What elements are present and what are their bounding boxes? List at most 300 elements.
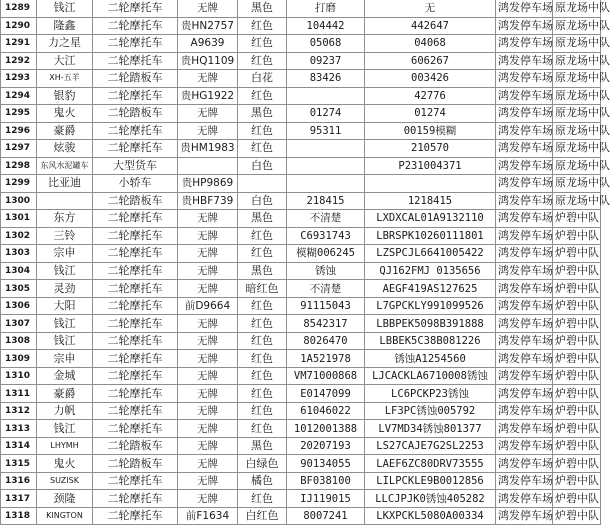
vin-cell[interactable]: 04068 — [365, 35, 496, 53]
color-cell[interactable]: 白花 — [238, 70, 287, 88]
table-row[interactable] — [1, 227, 601, 245]
vehicle-type-cell[interactable]: 二轮摩托车 — [93, 140, 178, 158]
vehicle-type-cell[interactable]: 二轮摩托车 — [93, 385, 178, 403]
plate-cell[interactable]: 无牌 — [178, 420, 238, 438]
engine-number-cell[interactable]: C6931743 — [287, 227, 365, 245]
engine-number-cell[interactable]: 09237 — [287, 52, 365, 70]
row-number-cell[interactable]: 1312 — [1, 402, 37, 420]
vehicle-type-cell[interactable]: 二轮摩托车 — [93, 367, 178, 385]
unit-cell[interactable]: 炉碧中队 — [553, 472, 601, 490]
color-cell[interactable]: 红色 — [238, 87, 287, 105]
row-number-cell[interactable]: 1318 — [1, 507, 37, 525]
table-row[interactable] — [1, 105, 601, 123]
vehicle-type-cell[interactable]: 二轮摩托车 — [93, 315, 178, 333]
plate-cell[interactable]: 无牌 — [178, 385, 238, 403]
unit-cell[interactable]: 炉碧中队 — [553, 332, 601, 350]
vehicle-type-cell[interactable]: 二轮摩托车 — [93, 472, 178, 490]
vehicle-type-cell[interactable]: 二轮摩托车 — [93, 490, 178, 508]
brand-cell[interactable]: 钱江 — [37, 420, 93, 438]
engine-number-cell[interactable]: 8542317 — [287, 315, 365, 333]
vin-cell[interactable]: LC6PCKP23锈蚀 — [365, 385, 496, 403]
vehicle-type-cell[interactable]: 二轮摩托车 — [93, 245, 178, 263]
vin-cell[interactable]: 锈蚀A1254560 — [365, 350, 496, 368]
vin-cell[interactable]: LJCACKLA6710008锈蚀 — [365, 367, 496, 385]
vehicle-type-cell[interactable]: 二轮摩托车 — [93, 332, 178, 350]
row-number-cell[interactable]: 1301 — [1, 210, 37, 228]
color-cell[interactable]: 黑色 — [238, 437, 287, 455]
plate-cell[interactable]: 贵HP9869 — [178, 175, 238, 193]
vin-cell[interactable]: AEGF419AS127625 — [365, 280, 496, 298]
engine-number-cell[interactable]: VM71000868 — [287, 367, 365, 385]
table-row[interactable] — [1, 35, 601, 53]
engine-number-cell[interactable]: 20207193 — [287, 437, 365, 455]
vehicle-type-cell[interactable]: 二轮踏板车 — [93, 437, 178, 455]
unit-cell[interactable]: 原龙场中队 — [553, 192, 601, 210]
brand-cell[interactable]: KINGTON — [37, 507, 93, 525]
plate-cell[interactable]: 无牌 — [178, 367, 238, 385]
vin-cell[interactable]: LZSPCJL6641005422 — [365, 245, 496, 263]
vin-cell[interactable]: 1218415 — [365, 192, 496, 210]
unit-cell[interactable]: 原龙场中队 — [553, 140, 601, 158]
vin-cell[interactable]: LBRSPK10260111801 — [365, 227, 496, 245]
unit-cell[interactable]: 原龙场中队 — [553, 0, 601, 17]
color-cell[interactable]: 红色 — [238, 385, 287, 403]
plate-cell[interactable]: 无牌 — [178, 490, 238, 508]
engine-number-cell[interactable]: 83426 — [287, 70, 365, 88]
vehicle-type-cell[interactable]: 二轮摩托车 — [93, 420, 178, 438]
plate-cell[interactable]: 无牌 — [178, 402, 238, 420]
unit-cell[interactable]: 炉碧中队 — [553, 490, 601, 508]
vin-cell[interactable]: LV7MD34锈蚀801377 — [365, 420, 496, 438]
brand-cell[interactable]: 豪爵 — [37, 122, 93, 140]
storage-place-cell[interactable]: 鸿发停车场 — [496, 350, 553, 368]
engine-number-cell[interactable]: IJ119015 — [287, 490, 365, 508]
color-cell[interactable]: 红色 — [238, 17, 287, 35]
color-cell[interactable]: 红色 — [238, 332, 287, 350]
storage-place-cell[interactable]: 鸿发停车场 — [496, 70, 553, 88]
brand-cell[interactable]: 大阳 — [37, 297, 93, 315]
unit-cell[interactable]: 原龙场中队 — [553, 17, 601, 35]
color-cell[interactable]: 白色 — [238, 192, 287, 210]
storage-place-cell[interactable]: 鸿发停车场 — [496, 122, 553, 140]
engine-number-cell[interactable]: 05068 — [287, 35, 365, 53]
brand-cell[interactable]: 银豹 — [37, 87, 93, 105]
plate-cell[interactable]: 无牌 — [178, 105, 238, 123]
engine-number-cell[interactable] — [287, 157, 365, 175]
engine-number-cell[interactable]: 91115043 — [287, 297, 365, 315]
table-row[interactable] — [1, 192, 601, 210]
storage-place-cell[interactable]: 鸿发停车场 — [496, 490, 553, 508]
plate-cell[interactable]: 贵HG1922 — [178, 87, 238, 105]
vehicle-type-cell[interactable]: 二轮摩托车 — [93, 35, 178, 53]
storage-place-cell[interactable]: 鸿发停车场 — [496, 315, 553, 333]
table-row[interactable] — [1, 402, 601, 420]
unit-cell[interactable]: 炉碧中队 — [553, 262, 601, 280]
plate-cell[interactable]: 无牌 — [178, 332, 238, 350]
brand-cell[interactable]: 金城 — [37, 367, 93, 385]
brand-cell[interactable]: 灵劲 — [37, 280, 93, 298]
color-cell[interactable]: 黑色 — [238, 0, 287, 17]
unit-cell[interactable]: 炉碧中队 — [553, 315, 601, 333]
table-row[interactable] — [1, 0, 601, 17]
vin-cell[interactable]: 00159模糊 — [365, 122, 496, 140]
storage-place-cell[interactable]: 鸿发停车场 — [496, 402, 553, 420]
vehicle-type-cell[interactable]: 二轮摩托车 — [93, 0, 178, 17]
engine-number-cell[interactable] — [287, 87, 365, 105]
row-number-cell[interactable]: 1313 — [1, 420, 37, 438]
vin-cell[interactable]: LBBPEK5098B391888 — [365, 315, 496, 333]
color-cell[interactable]: 橘色 — [238, 472, 287, 490]
engine-number-cell[interactable]: 104442 — [287, 17, 365, 35]
vehicle-type-cell[interactable]: 二轮摩托车 — [93, 297, 178, 315]
storage-place-cell[interactable]: 鸿发停车场 — [496, 507, 553, 525]
row-number-cell[interactable]: 1292 — [1, 52, 37, 70]
plate-cell[interactable]: 无牌 — [178, 472, 238, 490]
row-number-cell[interactable]: 1290 — [1, 17, 37, 35]
brand-cell[interactable]: 三铃 — [37, 227, 93, 245]
engine-number-cell[interactable]: 不清楚 — [287, 210, 365, 228]
storage-place-cell[interactable]: 鸿发停车场 — [496, 87, 553, 105]
engine-number-cell[interactable]: 8007241 — [287, 507, 365, 525]
unit-cell[interactable]: 炉碧中队 — [553, 367, 601, 385]
storage-place-cell[interactable]: 鸿发停车场 — [496, 52, 553, 70]
vin-cell[interactable]: LILPCKLE9B0012856 — [365, 472, 496, 490]
vin-cell[interactable]: LXDXCAL01A9132110 — [365, 210, 496, 228]
unit-cell[interactable]: 炉碧中队 — [553, 385, 601, 403]
table-row[interactable] — [1, 210, 601, 228]
vin-cell[interactable]: P231004371 — [365, 157, 496, 175]
storage-place-cell[interactable]: 鸿发停车场 — [496, 35, 553, 53]
color-cell[interactable]: 白红色 — [238, 507, 287, 525]
vehicle-type-cell[interactable]: 二轮摩托车 — [93, 122, 178, 140]
table-row[interactable] — [1, 490, 601, 508]
engine-number-cell[interactable]: 模糊006245 — [287, 245, 365, 263]
unit-cell[interactable]: 原龙场中队 — [553, 70, 601, 88]
table-row[interactable] — [1, 420, 601, 438]
vehicle-type-cell[interactable]: 二轮摩托车 — [93, 402, 178, 420]
brand-cell[interactable]: 鬼火 — [37, 105, 93, 123]
brand-cell[interactable]: 东方 — [37, 210, 93, 228]
color-cell[interactable]: 红色 — [238, 122, 287, 140]
vin-cell[interactable]: 606267 — [365, 52, 496, 70]
vin-cell[interactable]: 003426 — [365, 70, 496, 88]
engine-number-cell[interactable]: 61046022 — [287, 402, 365, 420]
color-cell[interactable]: 红色 — [238, 245, 287, 263]
unit-cell[interactable]: 炉碧中队 — [553, 350, 601, 368]
table-row[interactable] — [1, 385, 601, 403]
row-number-cell[interactable]: 1303 — [1, 245, 37, 263]
plate-cell[interactable]: 无牌 — [178, 262, 238, 280]
vehicle-type-cell[interactable]: 大型货车 — [93, 157, 178, 175]
unit-cell[interactable]: 炉碧中队 — [553, 507, 601, 525]
vin-cell[interactable]: LAEF6ZC80DRV73555 — [365, 455, 496, 473]
table-row[interactable] — [1, 122, 601, 140]
vehicle-type-cell[interactable]: 二轮踏板车 — [93, 455, 178, 473]
brand-cell[interactable]: 鬼火 — [37, 455, 93, 473]
unit-cell[interactable]: 炉碧中队 — [553, 420, 601, 438]
brand-cell[interactable]: 豪爵 — [37, 385, 93, 403]
brand-cell[interactable]: 钱江 — [37, 332, 93, 350]
plate-cell[interactable]: 贵HN2757 — [178, 17, 238, 35]
plate-cell[interactable]: 无牌 — [178, 210, 238, 228]
vin-cell[interactable]: 442647 — [365, 17, 496, 35]
vehicle-type-cell[interactable]: 二轮摩托车 — [93, 262, 178, 280]
table-row[interactable] — [1, 140, 601, 158]
brand-cell[interactable]: XH-五羊 — [37, 70, 93, 88]
plate-cell[interactable]: 前D9664 — [178, 297, 238, 315]
storage-place-cell[interactable]: 鸿发停车场 — [496, 472, 553, 490]
vin-cell[interactable]: 210570 — [365, 140, 496, 158]
color-cell[interactable]: 红色 — [238, 227, 287, 245]
unit-cell[interactable]: 炉碧中队 — [553, 297, 601, 315]
color-cell[interactable]: 黑色 — [238, 210, 287, 228]
plate-cell[interactable]: 无牌 — [178, 315, 238, 333]
vehicle-type-cell[interactable]: 二轮踏板车 — [93, 70, 178, 88]
color-cell[interactable]: 红色 — [238, 52, 287, 70]
engine-number-cell[interactable]: 90134055 — [287, 455, 365, 473]
row-number-cell[interactable]: 1295 — [1, 105, 37, 123]
table-row[interactable] — [1, 350, 601, 368]
engine-number-cell[interactable]: E0147099 — [287, 385, 365, 403]
brand-cell[interactable]: 大江 — [37, 52, 93, 70]
vin-cell[interactable] — [365, 175, 496, 193]
storage-place-cell[interactable]: 鸿发停车场 — [496, 192, 553, 210]
vehicle-type-cell[interactable]: 小轿车 — [93, 175, 178, 193]
brand-cell[interactable]: 钱江 — [37, 262, 93, 280]
plate-cell[interactable] — [178, 157, 238, 175]
engine-number-cell[interactable]: BF038100 — [287, 472, 365, 490]
storage-place-cell[interactable]: 鸿发停车场 — [496, 105, 553, 123]
vin-cell[interactable]: LKXPCKL5080A00334 — [365, 507, 496, 525]
color-cell[interactable]: 红色 — [238, 367, 287, 385]
unit-cell[interactable]: 炉碧中队 — [553, 280, 601, 298]
storage-place-cell[interactable]: 鸿发停车场 — [496, 280, 553, 298]
vehicle-type-cell[interactable]: 二轮摩托车 — [93, 17, 178, 35]
vehicle-type-cell[interactable]: 二轮摩托车 — [93, 87, 178, 105]
row-number-cell[interactable]: 1304 — [1, 262, 37, 280]
storage-place-cell[interactable]: 鸿发停车场 — [496, 455, 553, 473]
unit-cell[interactable]: 原龙场中队 — [553, 157, 601, 175]
color-cell[interactable]: 红色 — [238, 490, 287, 508]
brand-cell[interactable]: 钱江 — [37, 315, 93, 333]
storage-place-cell[interactable]: 鸿发停车场 — [496, 262, 553, 280]
color-cell[interactable]: 红色 — [238, 297, 287, 315]
unit-cell[interactable]: 原龙场中队 — [553, 52, 601, 70]
color-cell[interactable]: 红色 — [238, 315, 287, 333]
row-number-cell[interactable]: 1311 — [1, 385, 37, 403]
color-cell[interactable]: 红色 — [238, 350, 287, 368]
brand-cell[interactable] — [37, 192, 93, 210]
table-row[interactable] — [1, 52, 601, 70]
row-number-cell[interactable]: 1310 — [1, 367, 37, 385]
color-cell[interactable]: 白色 — [238, 157, 287, 175]
row-number-cell[interactable]: 1299 — [1, 175, 37, 193]
storage-place-cell[interactable]: 鸿发停车场 — [496, 385, 553, 403]
brand-cell[interactable]: 力之星 — [37, 35, 93, 53]
vehicle-type-cell[interactable]: 二轮摩托车 — [93, 350, 178, 368]
plate-cell[interactable]: 无牌 — [178, 280, 238, 298]
engine-number-cell[interactable]: 1012001388 — [287, 420, 365, 438]
storage-place-cell[interactable]: 鸿发停车场 — [496, 437, 553, 455]
unit-cell[interactable]: 炉碧中队 — [553, 455, 601, 473]
brand-cell[interactable]: LHYMH — [37, 437, 93, 455]
plate-cell[interactable]: 无牌 — [178, 437, 238, 455]
row-number-cell[interactable]: 1307 — [1, 315, 37, 333]
row-number-cell[interactable]: 1317 — [1, 490, 37, 508]
row-number-cell[interactable]: 1315 — [1, 455, 37, 473]
plate-cell[interactable]: A9639 — [178, 35, 238, 53]
storage-place-cell[interactable]: 鸿发停车场 — [496, 210, 553, 228]
unit-cell[interactable]: 炉碧中队 — [553, 402, 601, 420]
row-number-cell[interactable]: 1291 — [1, 35, 37, 53]
brand-cell[interactable]: 钱江 — [37, 0, 93, 17]
row-number-cell[interactable]: 1316 — [1, 472, 37, 490]
engine-number-cell[interactable]: 218415 — [287, 192, 365, 210]
table-row[interactable] — [1, 472, 601, 490]
row-number-cell[interactable]: 1294 — [1, 87, 37, 105]
plate-cell[interactable]: 前F1634 — [178, 507, 238, 525]
color-cell[interactable]: 暗红色 — [238, 280, 287, 298]
row-number-cell[interactable]: 1289 — [1, 0, 37, 17]
storage-place-cell[interactable]: 鸿发停车场 — [496, 332, 553, 350]
row-number-cell[interactable]: 1305 — [1, 280, 37, 298]
engine-number-cell[interactable] — [287, 175, 365, 193]
vehicle-type-cell[interactable]: 二轮摩托车 — [93, 52, 178, 70]
vin-cell[interactable]: LBBEK5C38B081226 — [365, 332, 496, 350]
vehicle-type-cell[interactable]: 二轮摩托车 — [93, 227, 178, 245]
vin-cell[interactable]: LF3PC锈蚀005792 — [365, 402, 496, 420]
row-number-cell[interactable]: 1309 — [1, 350, 37, 368]
plate-cell[interactable]: 无牌 — [178, 455, 238, 473]
vehicle-type-cell[interactable]: 二轮踏板车 — [93, 105, 178, 123]
unit-cell[interactable]: 炉碧中队 — [553, 210, 601, 228]
vehicle-type-cell[interactable]: 二轮摩托车 — [93, 210, 178, 228]
brand-cell[interactable]: SUZISK — [37, 472, 93, 490]
plate-cell[interactable]: 无牌 — [178, 122, 238, 140]
vin-cell[interactable]: 无 — [365, 0, 496, 17]
unit-cell[interactable]: 炉碧中队 — [553, 227, 601, 245]
storage-place-cell[interactable]: 鸿发停车场 — [496, 227, 553, 245]
table-row[interactable] — [1, 507, 601, 525]
table-row[interactable] — [1, 70, 601, 88]
unit-cell[interactable]: 炉碧中队 — [553, 437, 601, 455]
table-row[interactable] — [1, 175, 601, 193]
unit-cell[interactable]: 原龙场中队 — [553, 87, 601, 105]
plate-cell[interactable]: 无牌 — [178, 70, 238, 88]
engine-number-cell[interactable]: 01274 — [287, 105, 365, 123]
brand-cell[interactable]: 炫骏 — [37, 140, 93, 158]
brand-cell[interactable]: 隆鑫 — [37, 17, 93, 35]
vehicle-type-cell[interactable]: 二轮摩托车 — [93, 280, 178, 298]
engine-number-cell[interactable]: 95311 — [287, 122, 365, 140]
vin-cell[interactable]: LLCJPJK0锈蚀405282 — [365, 490, 496, 508]
engine-number-cell[interactable]: 不清楚 — [287, 280, 365, 298]
storage-place-cell[interactable]: 鸿发停车场 — [496, 0, 553, 17]
row-number-cell[interactable]: 1308 — [1, 332, 37, 350]
row-number-cell[interactable]: 1300 — [1, 192, 37, 210]
row-number-cell[interactable]: 1314 — [1, 437, 37, 455]
table-row[interactable] — [1, 297, 601, 315]
color-cell[interactable]: 红色 — [238, 420, 287, 438]
table-row[interactable] — [1, 17, 601, 35]
brand-cell[interactable]: 颈隆 — [37, 490, 93, 508]
table-row[interactable] — [1, 262, 601, 280]
row-number-cell[interactable]: 1293 — [1, 70, 37, 88]
plate-cell[interactable]: 无牌 — [178, 245, 238, 263]
storage-place-cell[interactable]: 鸿发停车场 — [496, 420, 553, 438]
brand-cell[interactable]: 东风水泥罐车 — [37, 157, 93, 175]
vehicle-type-cell[interactable]: 二轮踏板车 — [93, 192, 178, 210]
engine-number-cell[interactable]: 锈蚀 — [287, 262, 365, 280]
engine-number-cell[interactable]: 1A521978 — [287, 350, 365, 368]
unit-cell[interactable]: 原龙场中队 — [553, 175, 601, 193]
unit-cell[interactable]: 原龙场中队 — [553, 122, 601, 140]
table-row[interactable] — [1, 332, 601, 350]
engine-number-cell[interactable]: 8026470 — [287, 332, 365, 350]
brand-cell[interactable]: 力帆 — [37, 402, 93, 420]
table-row[interactable] — [1, 245, 601, 263]
brand-cell[interactable]: 比亚迪 — [37, 175, 93, 193]
plate-cell[interactable]: 无牌 — [178, 227, 238, 245]
plate-cell[interactable]: 贵HQ1109 — [178, 52, 238, 70]
vin-cell[interactable]: LS27CAJE7G2SL2253 — [365, 437, 496, 455]
vin-cell[interactable]: 42776 — [365, 87, 496, 105]
brand-cell[interactable]: 宗申 — [37, 245, 93, 263]
plate-cell[interactable]: 贵HBF739 — [178, 192, 238, 210]
color-cell[interactable]: 红色 — [238, 140, 287, 158]
unit-cell[interactable]: 原龙场中队 — [553, 105, 601, 123]
color-cell[interactable]: 白绿色 — [238, 455, 287, 473]
storage-place-cell[interactable]: 鸿发停车场 — [496, 140, 553, 158]
color-cell[interactable]: 红色 — [238, 35, 287, 53]
table-row[interactable] — [1, 437, 601, 455]
plate-cell[interactable]: 贵HM1983 — [178, 140, 238, 158]
engine-number-cell[interactable] — [287, 140, 365, 158]
row-number-cell[interactable]: 1306 — [1, 297, 37, 315]
row-number-cell[interactable]: 1297 — [1, 140, 37, 158]
plate-cell[interactable]: 无牌 — [178, 0, 238, 17]
vin-cell[interactable]: 01274 — [365, 105, 496, 123]
storage-place-cell[interactable]: 鸿发停车场 — [496, 17, 553, 35]
vehicle-type-cell[interactable]: 二轮摩托车 — [93, 507, 178, 525]
table-row[interactable] — [1, 367, 601, 385]
row-number-cell[interactable]: 1298 — [1, 157, 37, 175]
storage-place-cell[interactable]: 鸿发停车场 — [496, 157, 553, 175]
storage-place-cell[interactable]: 鸿发停车场 — [496, 367, 553, 385]
brand-cell[interactable]: 宗申 — [37, 350, 93, 368]
table-row[interactable] — [1, 157, 601, 175]
color-cell[interactable]: 红色 — [238, 402, 287, 420]
table-row[interactable] — [1, 280, 601, 298]
storage-place-cell[interactable]: 鸿发停车场 — [496, 175, 553, 193]
unit-cell[interactable]: 炉碧中队 — [553, 245, 601, 263]
color-cell[interactable]: 黑色 — [238, 262, 287, 280]
table-row[interactable] — [1, 315, 601, 333]
row-number-cell[interactable]: 1302 — [1, 227, 37, 245]
color-cell[interactable] — [238, 175, 287, 193]
unit-cell[interactable]: 原龙场中队 — [553, 35, 601, 53]
table-row[interactable] — [1, 455, 601, 473]
storage-place-cell[interactable]: 鸿发停车场 — [496, 297, 553, 315]
color-cell[interactable]: 黑色 — [238, 105, 287, 123]
plate-cell[interactable]: 无牌 — [178, 350, 238, 368]
table-row[interactable] — [1, 87, 601, 105]
engine-number-cell[interactable]: 打磨 — [287, 0, 365, 17]
storage-place-cell[interactable]: 鸿发停车场 — [496, 245, 553, 263]
vin-cell[interactable]: QJ162FMJ 0135656 — [365, 262, 496, 280]
vin-cell[interactable]: L7GPCKLY991099526 — [365, 297, 496, 315]
row-number-cell[interactable]: 1296 — [1, 122, 37, 140]
